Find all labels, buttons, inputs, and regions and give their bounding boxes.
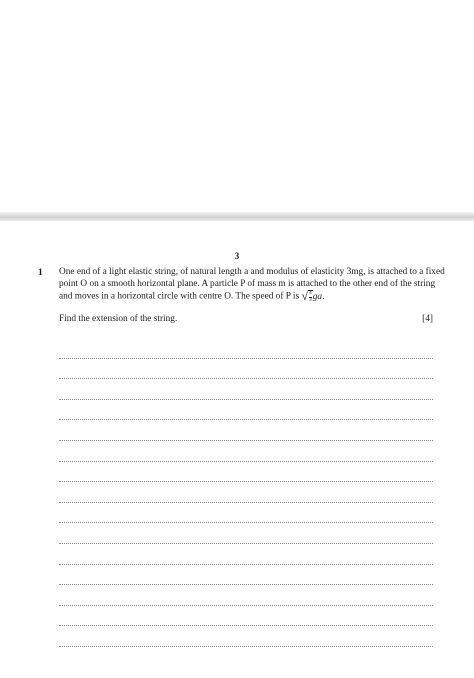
answer-line[interactable]: [59, 565, 433, 586]
answer-area[interactable]: [59, 338, 433, 647]
question-text: [59, 267, 445, 303]
question-number: 1: [38, 268, 43, 278]
speed-fraction-numerator: 4: [309, 290, 312, 297]
question-line-2: point O on a smooth horizontal plane. A particle P of mass m is attached to the other end of the string: [59, 278, 436, 289]
page-number: 3: [234, 251, 240, 261]
question-instruction: Find the extension of the string.: [59, 314, 178, 324]
page-separator: [0, 212, 474, 221]
answer-line[interactable]: [59, 606, 433, 627]
speed-fraction-denominator: 3: [309, 296, 312, 303]
square-root-icon: √: [301, 288, 309, 303]
answer-line[interactable]: [59, 544, 433, 565]
exam-page: [0, 221, 474, 678]
answer-line[interactable]: [59, 379, 433, 400]
answer-line[interactable]: [59, 585, 433, 606]
answer-line[interactable]: [59, 482, 433, 503]
question-line-3: [59, 290, 439, 303]
answer-line[interactable]: [59, 462, 433, 483]
question-line-3-text: and moves in a horizontal circle with centre O. The speed of P is: [59, 291, 302, 302]
answer-line[interactable]: [59, 523, 433, 544]
marks-allocation: [4]: [422, 314, 433, 324]
answer-line[interactable]: [59, 359, 433, 380]
speed-expression: √ $\frac{4}{3}$ ga.: [301, 288, 325, 303]
answer-line[interactable]: [59, 400, 433, 421]
question-line-1: One end of a light elastic string, of natural length a and modulus of elasticity 3mg, is attached to a fixed: [59, 267, 445, 277]
answer-line[interactable]: [59, 626, 433, 647]
speed-tail: ga: [312, 291, 323, 302]
answer-line[interactable]: [59, 338, 433, 359]
previous-page-blank-area: [0, 0, 474, 212]
answer-line[interactable]: [59, 420, 433, 441]
answer-line[interactable]: [59, 503, 433, 524]
answer-line[interactable]: [59, 441, 433, 462]
